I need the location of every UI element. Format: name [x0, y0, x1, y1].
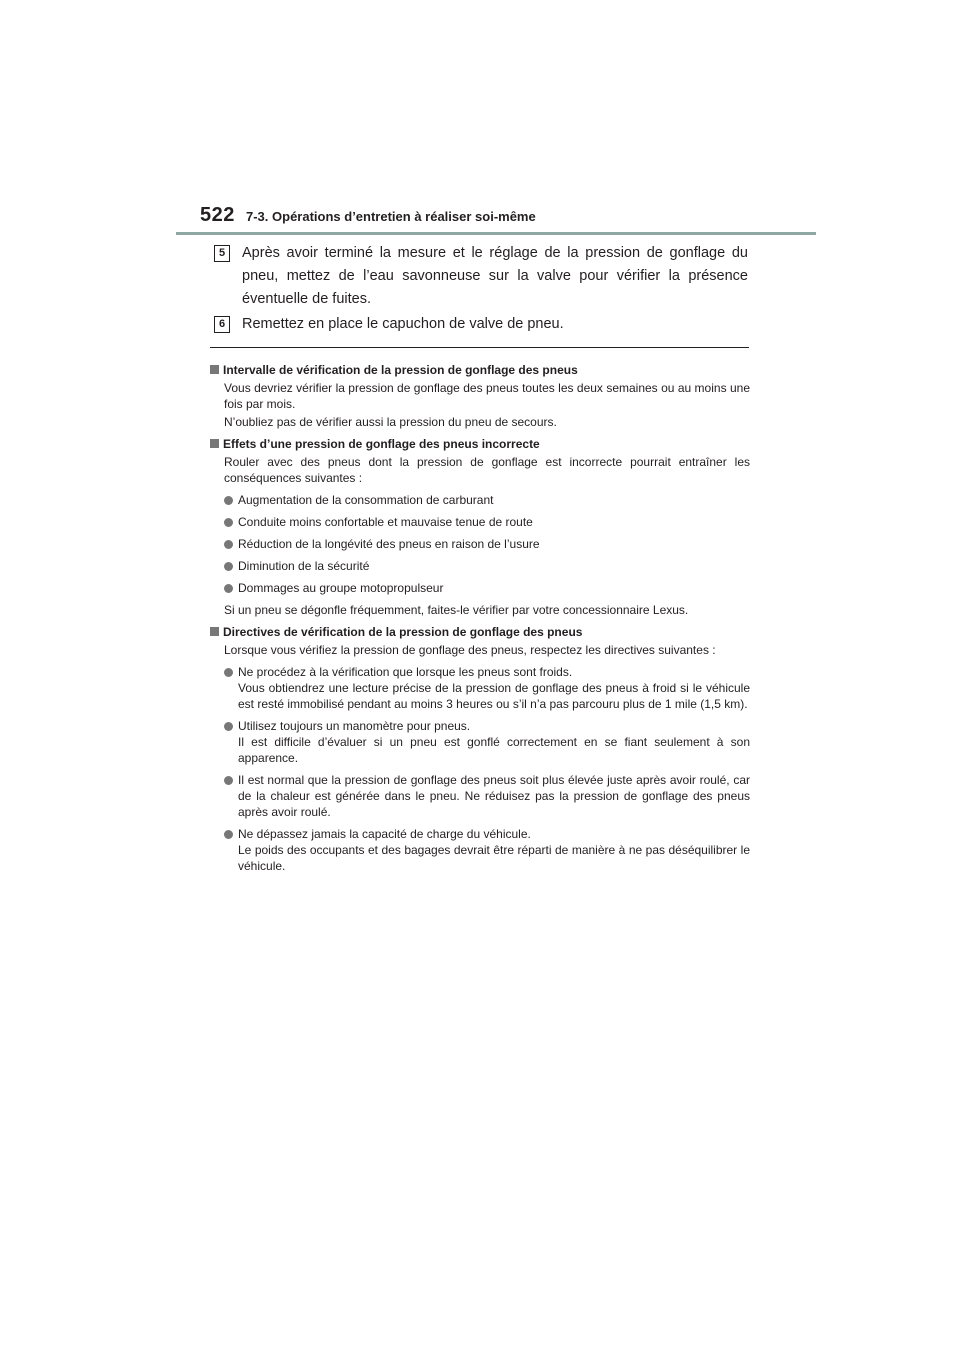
note-paragraph: Rouler avec des pneus dont la pression de gonflage est incorrecte pourrait entraîner les conséquences suivantes : — [224, 455, 750, 485]
list-item: Ne dépassez jamais la capacité de charge du véhicule. Le poids des occupants et des bagages devrait être réparti de manière à ne pas déséquilibrer le véhicule. — [224, 826, 750, 874]
page-number: 522 — [200, 204, 235, 226]
round-bullet-icon — [224, 496, 233, 505]
step-text: Remettez en place le capuchon de valve de pneu. — [242, 316, 564, 332]
square-bullet-icon — [210, 365, 219, 374]
round-bullet-icon — [224, 562, 233, 571]
step-number: 6 — [214, 316, 230, 333]
list-item: Dommages au groupe motopropulseur — [224, 580, 750, 596]
step-6 — [214, 313, 748, 336]
list-item: Utilisez toujours un manomètre pour pneus. Il est difficile d’évaluer si un pneu est gonflé correctement en se fiant seulement à son apparence. — [224, 718, 750, 766]
list-item: Ne procédez à la vérification que lorsque les pneus sont froids. Vous obtiendrez une lecture précise de la pression de gonflage des pneus à froid si le véhicule est resté immobilisé pendant au moins 3 heures ou s’il n’a pas parcouru plus de 1 mile (1,5 km). — [224, 664, 750, 712]
list-item: Conduite moins confortable et mauvaise tenue de route — [224, 514, 750, 530]
step-text: Après avoir terminé la mesure et le réglage de la pression de gonflage du pneu, mettez de l’eau savonneuse sur la valve pour vérifier la présence éventuelle de fuites. — [242, 245, 748, 307]
header-rule — [176, 232, 816, 235]
round-bullet-icon — [224, 584, 233, 593]
notes-section — [210, 358, 750, 874]
round-bullet-icon — [224, 776, 233, 785]
note-paragraph: Vous devriez vérifier la pression de gonflage des pneus toutes les deux semaines ou au moins une fois par mois. — [224, 381, 750, 411]
note-paragraph: Lorsque vous vérifiez la pression de gonflage des pneus, respectez les directives suivantes : — [224, 643, 716, 657]
note-heading: Effets d’une pression de gonflage des pneus incorrecte — [210, 436, 750, 452]
list-item: Réduction de la longévité des pneus en raison de l’usure — [224, 536, 750, 552]
list-item: Augmentation de la consommation de carburant — [224, 492, 750, 508]
note-paragraph: Si un pneu se dégonfle fréquemment, faites-le vérifier par votre concessionnaire Lexus. — [224, 603, 689, 617]
step-number: 5 — [214, 245, 230, 262]
separator — [210, 347, 749, 348]
round-bullet-icon — [224, 722, 233, 731]
round-bullet-icon — [224, 518, 233, 527]
square-bullet-icon — [210, 627, 219, 636]
round-bullet-icon — [224, 668, 233, 677]
round-bullet-icon — [224, 830, 233, 839]
list-item: Diminution de la sécurité — [224, 558, 750, 574]
square-bullet-icon — [210, 439, 219, 448]
note-paragraph: N’oubliez pas de vérifier aussi la pression du pneu de secours. — [224, 415, 557, 429]
note-heading: Intervalle de vérification de la pression de gonflage des pneus — [210, 362, 750, 378]
list-item: Il est normal que la pression de gonflage des pneus soit plus élevée juste après avoir roulé, car de la chaleur est générée dans le pneu. Ne réduisez pas la pression de gonflage des pneus après avoir roulé. — [224, 772, 750, 820]
section-title: 7-3. Opérations d’entretien à réaliser soi-même — [246, 209, 536, 224]
round-bullet-icon — [224, 540, 233, 549]
note-heading: Directives de vérification de la pression de gonflage des pneus — [210, 624, 750, 640]
step-5 — [214, 242, 748, 311]
